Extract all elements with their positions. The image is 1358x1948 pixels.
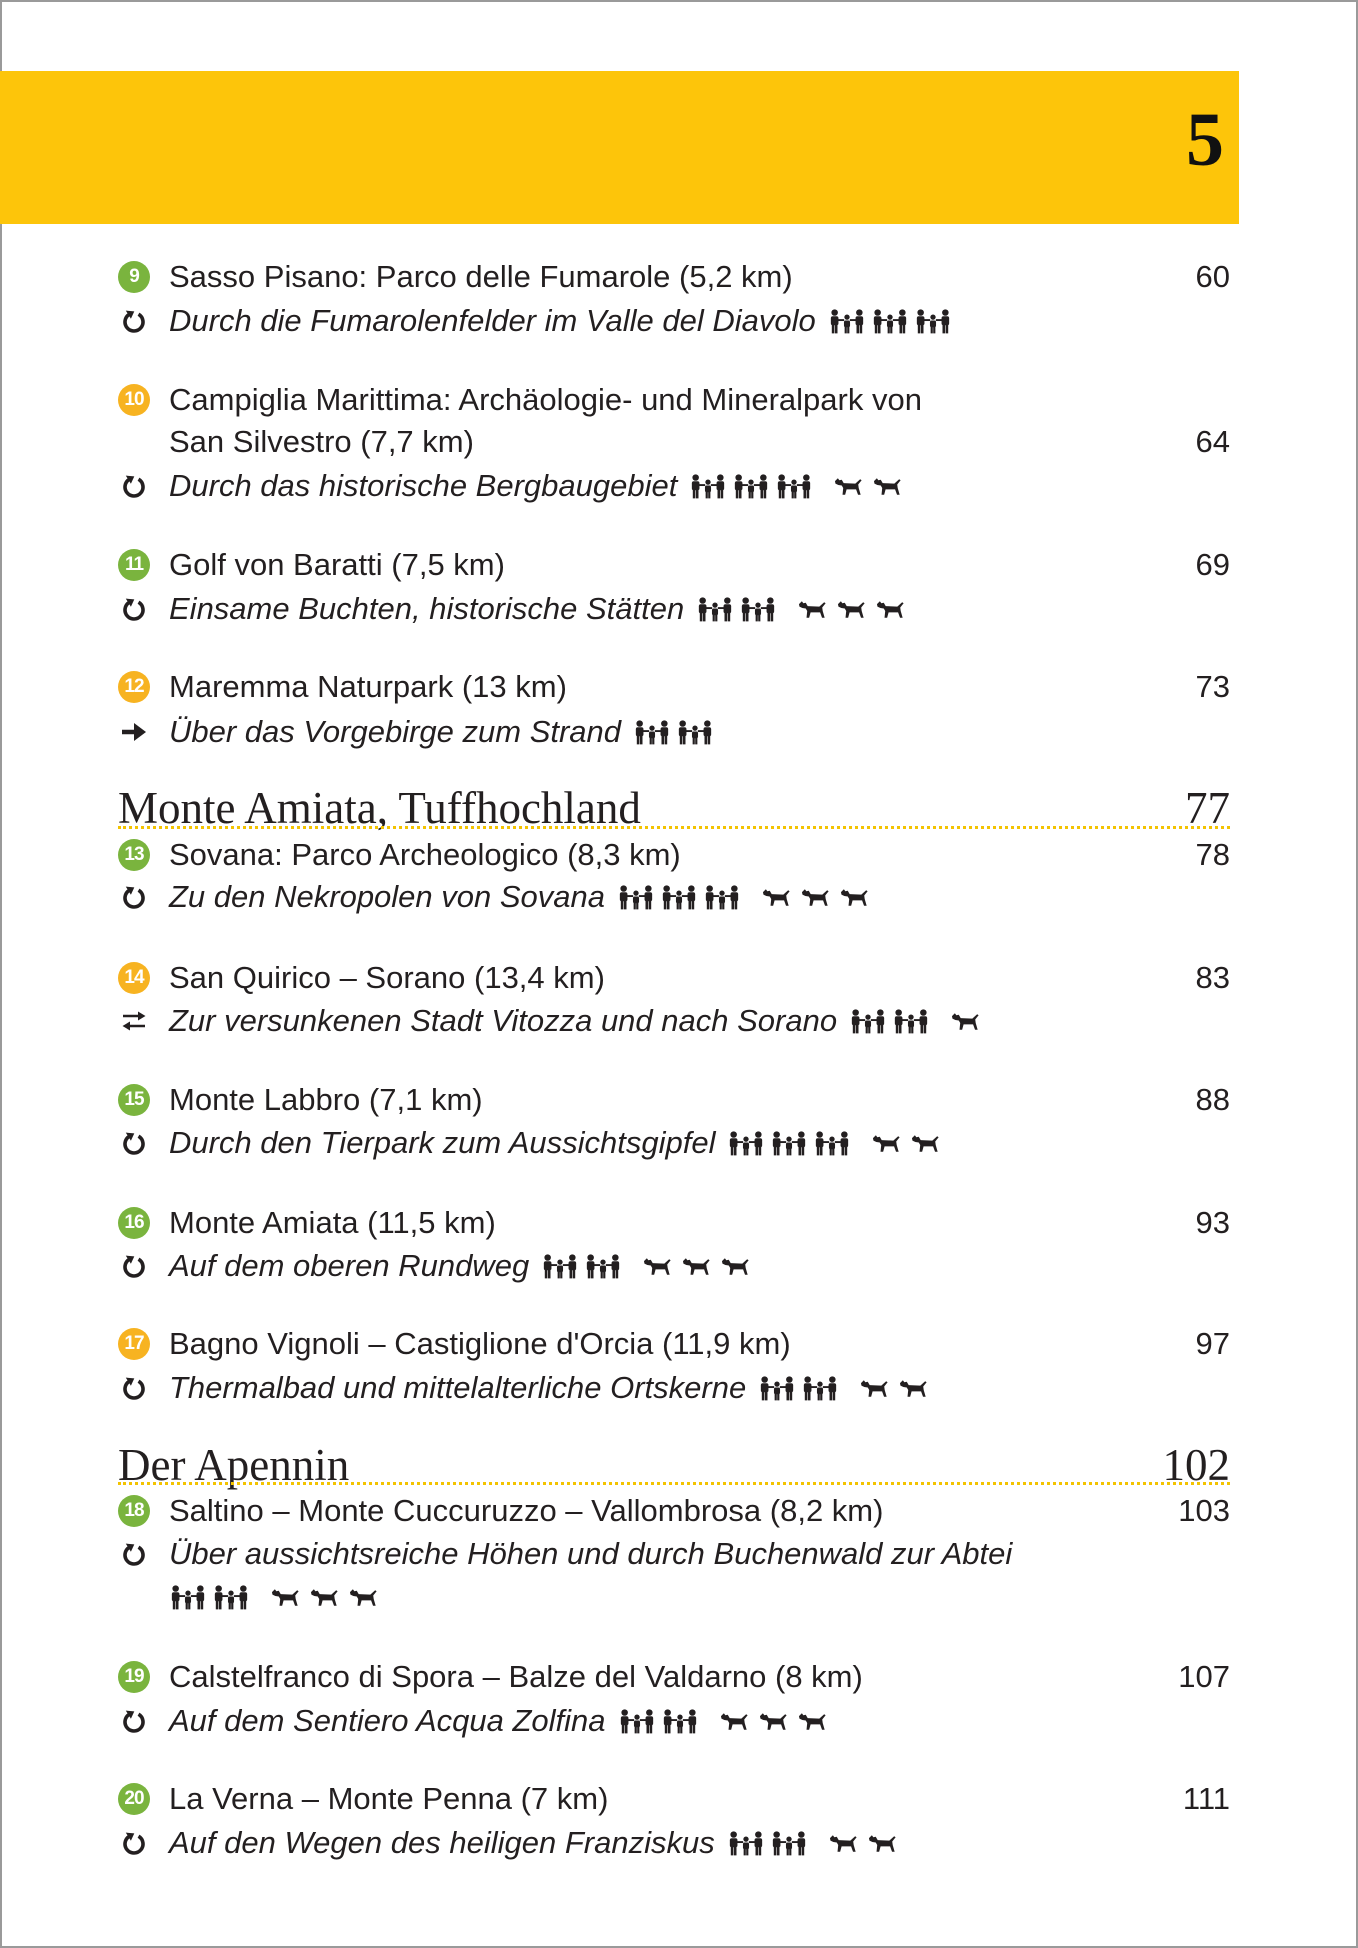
toc-entry-title <box>118 1080 483 1120</box>
toc-entry-title <box>118 1324 791 1364</box>
family-icon <box>661 1709 699 1734</box>
tour-number-badge: 18 <box>118 1495 150 1527</box>
page-number: 83 <box>1195 960 1230 995</box>
toc-entry-title <box>118 380 922 420</box>
loop-arrow-icon <box>118 470 150 502</box>
family-icon <box>689 474 727 499</box>
dog-icon <box>951 1011 982 1031</box>
tour-subtitle: Über aussichtsreiche Höhen und durch Buchenwald zur Abtei <box>169 1536 1013 1571</box>
dog-icon <box>310 1587 341 1607</box>
tour-title: Monte Labbro (7,1 km) <box>169 1082 483 1117</box>
rating-icons <box>541 1254 760 1279</box>
tour-title: Golf von Baratti (7,5 km) <box>169 547 505 582</box>
toc-entry-subtitle <box>118 877 879 917</box>
tour-subtitle: Auf dem oberen Rundweg <box>169 1248 530 1283</box>
family-icon <box>212 1585 250 1610</box>
tour-subtitle: Auf dem Sentiero Acqua Zolfina <box>169 1703 606 1738</box>
tour-title: Saltino – Monte Cuccuruzzo – Vallombrosa (8,2 km) <box>169 1493 884 1528</box>
dog-icon <box>911 1133 942 1153</box>
toc-entry-title <box>118 257 793 297</box>
dog-icon <box>720 1711 751 1731</box>
toc-entry-title <box>118 835 681 875</box>
section-page-number: 102 <box>1162 1440 1230 1490</box>
toc-entry-title <box>118 1491 883 1531</box>
family-icon <box>775 474 813 499</box>
rating-icons <box>689 474 912 499</box>
tour-title-line-1: Campiglia Marittima: Archäologie- und Mineralpark von <box>169 382 922 417</box>
tour-number-badge: 16 <box>118 1207 150 1239</box>
family-icon <box>801 1376 839 1401</box>
toc-entry-subtitle <box>118 1534 1012 1574</box>
family-icon <box>676 720 714 745</box>
page-number: 69 <box>1195 547 1230 582</box>
page-number: 60 <box>1195 259 1230 294</box>
toc-entry-subtitle <box>118 1368 938 1408</box>
tour-title: Calstelfranco di Spora – Balze del Valdarno (8 km) <box>169 1659 863 1694</box>
tour-title-line-2: San Silvestro (7,7 km) <box>169 424 474 459</box>
dog-icon <box>872 1133 903 1153</box>
tour-title: Sovana: Parco Archeologico (8,3 km) <box>169 837 681 872</box>
tour-subtitle: Durch das historische Bergbaugebiet <box>169 468 678 503</box>
dog-icon <box>682 1256 713 1276</box>
family-icon <box>703 885 741 910</box>
family-icon <box>813 1131 851 1156</box>
tour-title: Maremma Naturpark (13 km) <box>169 669 567 704</box>
dotted-divider <box>118 1482 1230 1485</box>
tour-subtitle: Durch die Fumarolenfelder im Valle del Diavolo <box>169 303 816 338</box>
tour-title: Monte Amiata (11,5 km) <box>169 1205 496 1240</box>
tour-subtitle: Auf den Wegen des heiligen Franziskus <box>169 1825 715 1860</box>
dog-icon <box>840 887 871 907</box>
dotted-divider <box>118 826 1230 829</box>
toc-entry-subtitle <box>118 301 957 341</box>
family-icon <box>828 309 866 334</box>
page-number: 107 <box>1178 1659 1230 1694</box>
loop-arrow-icon <box>118 881 150 913</box>
toc-entry-title <box>118 545 505 585</box>
tour-subtitle: Über das Vorgebirge zum Strand <box>169 714 622 749</box>
toc-entry-title-continued <box>118 422 474 462</box>
section-page-number: 77 <box>1185 783 1230 833</box>
family-icon <box>770 1831 808 1856</box>
loop-arrow-icon <box>118 1250 150 1282</box>
dog-icon <box>801 887 832 907</box>
toc-entry-ratings <box>118 1577 388 1617</box>
tour-title: San Quirico – Sorano (13,4 km) <box>169 960 605 995</box>
page-number: 64 <box>1195 424 1230 459</box>
dog-icon <box>899 1378 930 1398</box>
page-number: 73 <box>1195 669 1230 704</box>
rating-icons <box>727 1831 907 1856</box>
tour-subtitle: Zu den Nekropolen von Sovana <box>169 879 606 914</box>
dog-icon <box>759 1711 790 1731</box>
tour-subtitle: Einsame Buchten, historische Stätten <box>169 591 685 626</box>
tour-subtitle: Zur versunkenen Stadt Vitozza und nach Sorano <box>169 1003 838 1038</box>
rating-icons <box>727 1131 950 1156</box>
rating-icons <box>618 1709 837 1734</box>
section-title: Monte Amiata, Tuffhochland <box>118 783 641 833</box>
page-number: 111 <box>1182 1781 1230 1816</box>
tour-number-badge: 17 <box>118 1328 150 1360</box>
dog-icon <box>873 476 904 496</box>
dog-icon <box>837 599 868 619</box>
loop-arrow-icon <box>118 593 150 625</box>
page-number: 78 <box>1195 837 1230 872</box>
family-icon <box>660 885 698 910</box>
family-icon <box>758 1376 796 1401</box>
loop-arrow-icon <box>118 1538 150 1570</box>
dog-icon <box>643 1256 674 1276</box>
family-icon <box>727 1131 765 1156</box>
family-icon <box>618 1709 656 1734</box>
toc-entry-subtitle <box>118 1001 990 1041</box>
section-title: Der Apennin <box>118 1440 350 1490</box>
loop-arrow-icon <box>118 1372 150 1404</box>
family-icon <box>732 474 770 499</box>
dog-icon <box>762 887 793 907</box>
tour-number-badge: 12 <box>118 671 150 703</box>
one-way-arrow-icon <box>118 716 150 748</box>
toc-entry-title <box>118 1203 496 1243</box>
rating-icons <box>633 720 719 745</box>
page-number: 88 <box>1195 1082 1230 1117</box>
loop-arrow-icon <box>118 305 150 337</box>
chapter-banner <box>0 71 1239 224</box>
tour-title: Bagno Vignoli – Castiglione d'Orcia (11,9 km) <box>169 1326 791 1361</box>
toc-entry-subtitle <box>118 466 912 506</box>
chapter-number: 5 <box>1186 98 1224 182</box>
tour-subtitle: Durch den Tierpark zum Aussichtsgipfel <box>169 1125 716 1160</box>
toc-entry-subtitle <box>118 1823 907 1863</box>
tour-title: La Verna – Monte Penna (7 km) <box>169 1781 609 1816</box>
family-icon <box>584 1254 622 1279</box>
family-icon <box>739 597 777 622</box>
tour-number-badge: 14 <box>118 962 150 994</box>
page-number: 93 <box>1195 1205 1230 1240</box>
dog-icon <box>860 1378 891 1398</box>
family-icon <box>871 309 909 334</box>
dog-icon <box>868 1833 899 1853</box>
toc-entry-title <box>118 1657 863 1697</box>
rating-icons <box>828 309 957 334</box>
dog-icon <box>834 476 865 496</box>
family-icon <box>541 1254 579 1279</box>
toc-entry-title <box>118 958 605 998</box>
dog-icon <box>271 1587 302 1607</box>
toc-entry-title <box>118 1779 608 1819</box>
tour-subtitle: Thermalbad und mittelalterliche Ortskerne <box>169 1370 747 1405</box>
family-icon <box>633 720 671 745</box>
loop-arrow-icon <box>118 1127 150 1159</box>
loop-arrow-icon <box>118 1827 150 1859</box>
dog-icon <box>798 599 829 619</box>
rating-icons <box>758 1376 938 1401</box>
rating-icons <box>849 1009 990 1034</box>
dog-icon <box>876 599 907 619</box>
out-and-back-arrow-icon <box>118 1005 150 1037</box>
family-icon <box>892 1009 930 1034</box>
page-number: 97 <box>1195 1326 1230 1361</box>
tour-number-badge: 10 <box>118 384 150 416</box>
toc-entry-subtitle <box>118 712 719 752</box>
tour-number-badge: 20 <box>118 1783 150 1815</box>
toc-entry-subtitle <box>118 589 915 629</box>
family-icon <box>849 1009 887 1034</box>
rating-icons <box>696 597 915 622</box>
toc-entry-subtitle <box>118 1246 760 1286</box>
dog-icon <box>829 1833 860 1853</box>
family-icon <box>169 1585 207 1610</box>
dog-icon <box>349 1587 380 1607</box>
loop-arrow-icon <box>118 1705 150 1737</box>
tour-number-badge: 9 <box>118 261 150 293</box>
family-icon <box>770 1131 808 1156</box>
family-icon <box>696 597 734 622</box>
dog-icon <box>798 1711 829 1731</box>
toc-entry-title <box>118 667 567 707</box>
family-icon <box>914 309 952 334</box>
tour-title: Sasso Pisano: Parco delle Fumarole (5,2 km) <box>169 259 793 294</box>
rating-icons <box>169 1585 388 1610</box>
family-icon <box>617 885 655 910</box>
tour-number-badge: 11 <box>118 549 150 581</box>
tour-number-badge: 19 <box>118 1661 150 1693</box>
toc-entry-subtitle <box>118 1123 950 1163</box>
tour-number-badge: 13 <box>118 839 150 871</box>
page-number: 103 <box>1178 1493 1230 1528</box>
family-icon <box>727 1831 765 1856</box>
rating-icons <box>617 885 879 910</box>
tour-number-badge: 15 <box>118 1084 150 1116</box>
toc-entry-subtitle <box>118 1701 837 1741</box>
dog-icon <box>721 1256 752 1276</box>
